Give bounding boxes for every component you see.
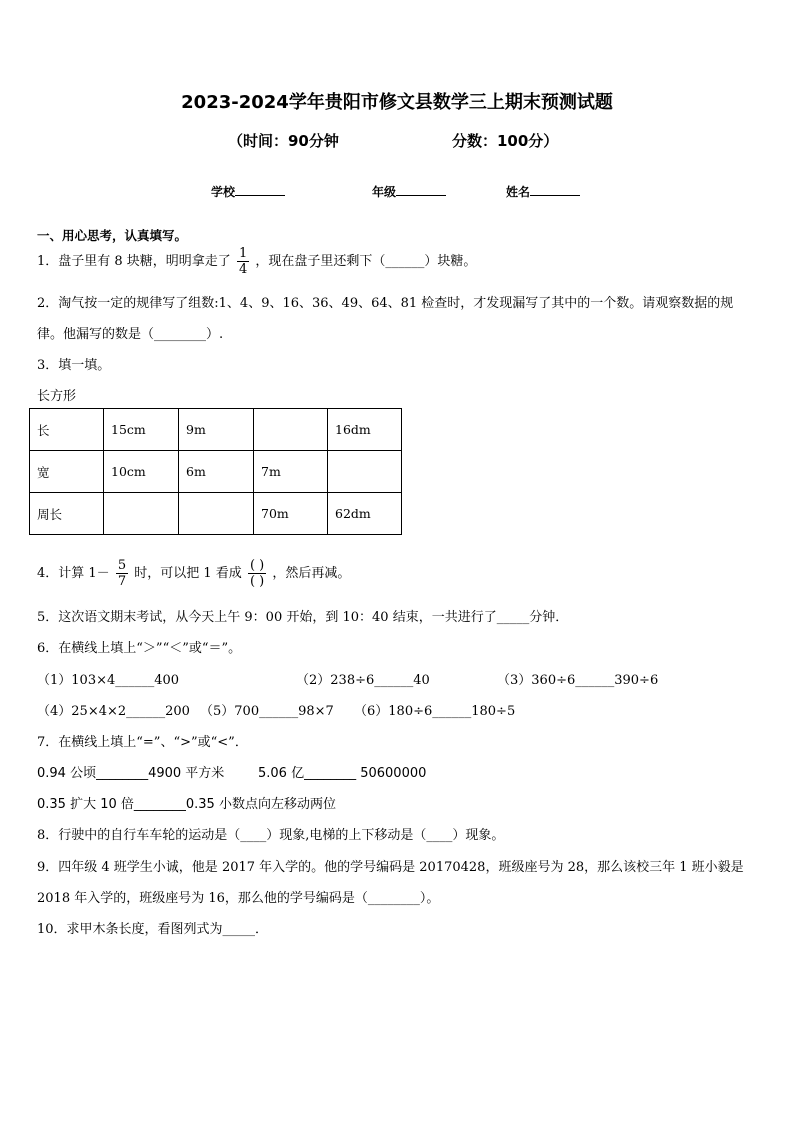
q4-fraction: [116, 558, 128, 589]
question-3: 3．填一填。: [37, 358, 111, 373]
question-5: 5．这次语文期末考试，从今天上午 9：00 开始，到 10：40 结束，一共进行了_____分钟．: [37, 610, 569, 625]
table-cell: 16dm: [328, 409, 402, 451]
rectangle-label: 长方形: [37, 389, 77, 404]
table-row: [30, 451, 402, 493]
q7-item-2: 5.06 亿________ 50600000: [258, 766, 427, 781]
q4-blank-den: ( ): [249, 574, 265, 589]
table-cell: 周长: [30, 493, 104, 535]
exam-score: 分数：100分）: [452, 132, 559, 150]
q1-fraction: [237, 246, 249, 277]
grade-field: [372, 183, 446, 200]
question-1: [37, 246, 476, 277]
page-title: 2023-2024学年贵阳市修文县数学三上期末预测试题: [181, 92, 613, 113]
name-label: 姓名: [506, 185, 531, 199]
question-4: [37, 558, 350, 589]
table-cell: 7m: [254, 451, 328, 493]
table-cell: [254, 409, 328, 451]
q4-fraction-den: 7: [117, 574, 127, 589]
q4-blank-fraction: [248, 558, 266, 589]
table-cell: 70m: [254, 493, 328, 535]
table-cell: 6m: [179, 451, 254, 493]
q6-item-6: （6）180÷6______180÷5: [354, 704, 516, 719]
question-2-line2: 律。他漏写的数是（________）.: [37, 327, 224, 342]
table-cell: [328, 451, 402, 493]
table-row: [30, 493, 402, 535]
name-field: [506, 183, 580, 200]
q7-item-1: 0.94 公顷________4900 平方米: [37, 766, 225, 781]
rectangle-table: [29, 408, 402, 535]
question-10: 10．求甲木条长度，看图列式为_____．: [37, 922, 269, 937]
q1-post: ，现在盘子里还剩下（______）块糖。: [255, 254, 477, 269]
table-cell: 15cm: [104, 409, 179, 451]
q1-fraction-num: 1: [238, 246, 248, 261]
table-cell: [104, 493, 179, 535]
q7-item-3: 0.35 扩大 10 倍________0.35 小数点向左移动两位: [37, 797, 336, 812]
table-cell: 宽: [30, 451, 104, 493]
q4-mid: 时，可以把 1 看成: [134, 566, 242, 581]
table-row: [30, 409, 402, 451]
q4-post: ，然后再减。: [272, 566, 351, 581]
q6-item-5: （5）700______98×7: [200, 704, 334, 719]
school-label: 学校: [211, 185, 236, 199]
question-8: 8．行驶中的自行车车轮的运动是（____）现象,电梯的上下移动是（____）现象。: [37, 828, 505, 843]
table-cell: 长: [30, 409, 104, 451]
table-cell: 62dm: [328, 493, 402, 535]
q6-item-4: （4）25×4×2______200: [37, 704, 190, 719]
q6-item-2: （2）238÷6______40: [296, 673, 430, 688]
q6-item-1: （1）103×4______400: [37, 673, 180, 688]
question-9-line2: 2018 年入学的，班级座号为 16，那么他的学号编码是（________）。: [37, 891, 440, 906]
school-field: [211, 183, 285, 200]
q4-pre: 4．计算 1－: [37, 566, 110, 581]
q6-item-3: （3）360÷6______390÷6: [497, 673, 659, 688]
section-heading: 一、用心思考，认真填写。: [37, 228, 188, 243]
q1-pre: 1．盘子里有 8 块糖，明明拿走了: [37, 254, 231, 269]
grade-label: 年级: [372, 185, 397, 199]
table-cell: 9m: [179, 409, 254, 451]
question-6: 6．在横线上填上“＞”“＜”或“＝”。: [37, 641, 242, 656]
question-2-line1: 2．淘气按一定的规律写了组数:1、4、9、16、36、49、64、81 检查时，才发现漏写了其中的一个数。请观察数据的规: [37, 296, 734, 311]
question-9-line1: 9．四年级 4 班学生小诚，他是 2017 年入学的。他的学号编码是 20170428，班级座号为 28，那么该校三年 1 班小毅是: [37, 860, 744, 875]
name-blank: [530, 183, 580, 196]
exam-time: （时间：90分钟: [228, 132, 339, 150]
question-7: 7．在横线上填上“=”、“>”或“<”．: [37, 735, 248, 750]
q4-blank-num: ( ): [249, 558, 265, 573]
school-blank: [235, 183, 285, 196]
q1-fraction-den: 4: [238, 262, 248, 277]
grade-blank: [396, 183, 446, 196]
table-cell: [179, 493, 254, 535]
table-cell: 10cm: [104, 451, 179, 493]
q4-fraction-num: 5: [117, 558, 127, 573]
